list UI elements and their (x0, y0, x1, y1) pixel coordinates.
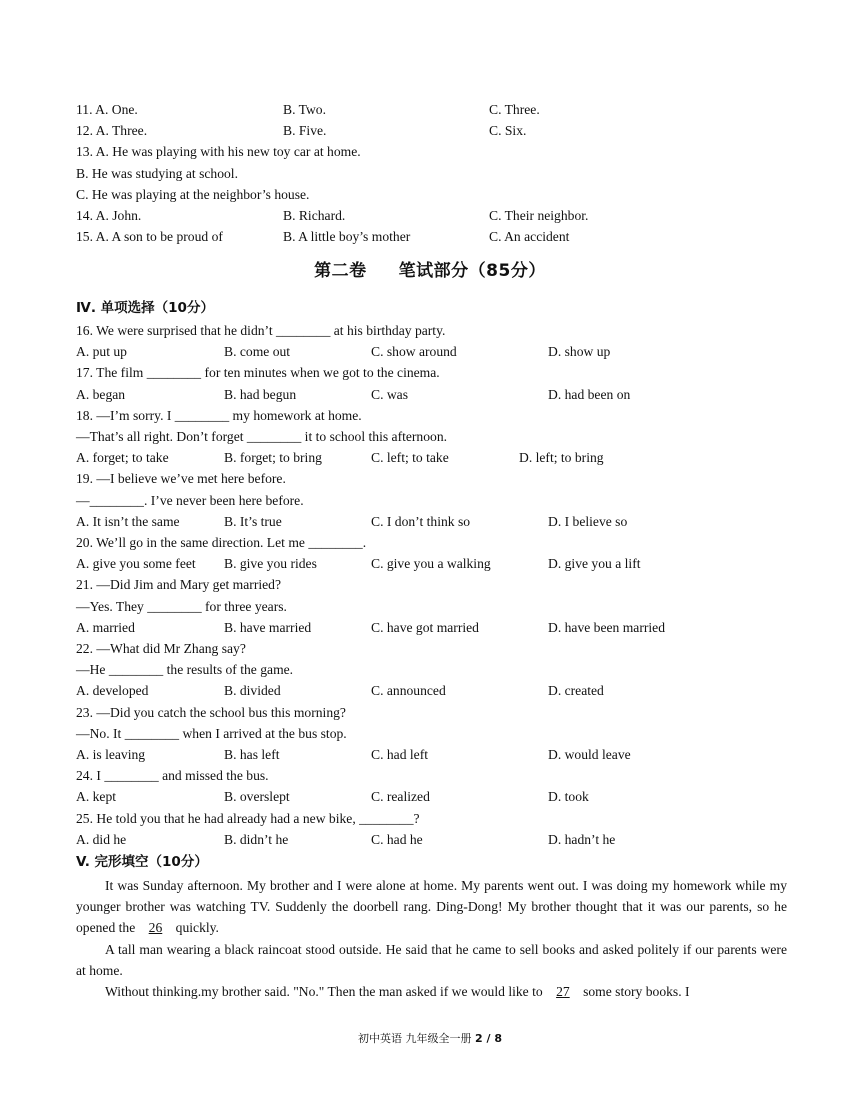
option-a: A. kept (76, 789, 117, 805)
listening-option: B. A little boy’s mother (283, 229, 411, 245)
option-b: B. divided (224, 683, 281, 699)
listening-question: 13. A. He was playing with his new toy car at home. (76, 144, 361, 160)
page-number: 2 / 8 (475, 1032, 502, 1045)
footer-text: 初中英语 九年级全一册 (358, 1032, 475, 1045)
question-stem: 25. He told you that he had already had a new bike, ________? (76, 810, 420, 826)
listening-question: 14. A. John. (76, 208, 142, 223)
listening-option: C. Six. (489, 123, 527, 139)
listening-question: 15. A. A son to be proud of (76, 229, 223, 245)
option-c: C. give you a walking (371, 556, 491, 572)
question-stem-line-2: —He ________ the results of the game. (76, 662, 294, 678)
option-a: A. give you some feet (76, 556, 196, 572)
listening-option: B. Five. (283, 123, 327, 139)
option-a: A. forget; to take (76, 450, 169, 466)
question-stem: 20. We’ll go in the same direction. Let me ________. (76, 535, 367, 550)
option-d: D. had been on (548, 386, 631, 402)
option-a: A. married (76, 619, 135, 635)
option-d: D. hadn’t he (548, 831, 616, 847)
question-stem: 24. I ________ and missed the bus. (76, 768, 269, 784)
part-title-right: 笔试部分（85分） (398, 261, 546, 281)
option-a: A. began (76, 386, 126, 402)
question-stem: 21. —Did Jim and Mary get married? (76, 577, 281, 593)
question-stem: 22. —What did Mr Zhang say? (76, 641, 246, 656)
option-a: A. put up (76, 344, 127, 360)
listening-option: B. Richard. (283, 208, 346, 223)
option-c: C. was (371, 386, 409, 402)
blank-26: 26 (148, 920, 163, 936)
option-d: D. have been married (548, 619, 666, 635)
option-a: A. developed (76, 683, 149, 699)
listening-question: B. He was studying at school. (76, 165, 238, 181)
part-title (0, 260, 860, 282)
option-c: C. had left (371, 747, 429, 762)
question-stem-line-2: —That’s all right. Don’t forget ________ it to school this afternoon. (76, 429, 448, 444)
part-title-left: 第二卷 (314, 261, 367, 281)
listening-option: C. An accident (489, 229, 570, 245)
listening-question: 11. A. One. (76, 102, 138, 117)
option-c: C. have got married (371, 619, 479, 635)
listening-option: C. Three. (489, 102, 540, 117)
passage-paragraph-2: A tall man wearing a black raincoat stood outside. He said that he came to sell books and asked politely if our parents were at home. (76, 941, 787, 978)
option-a: A. It isn’t the same (76, 513, 180, 529)
question-stem: 17. The film ________ for ten minutes when we got to the cinema. (76, 365, 440, 381)
option-c: C. had he (371, 831, 423, 847)
option-b: B. It’s true (224, 513, 282, 529)
option-d: D. I believe so (548, 513, 628, 529)
option-a: A. did he (76, 831, 127, 847)
option-d: D. created (548, 683, 604, 699)
listening-question: 12. A. Three. (76, 123, 148, 139)
section-5-heading: V. 完形填空（10分） (76, 854, 208, 870)
listening-question: C. He was playing at the neighbor’s house. (76, 186, 310, 202)
listening-option: B. Two. (283, 102, 326, 117)
option-d: D. took (548, 789, 589, 805)
option-b: B. had begun (224, 386, 297, 402)
listening-option: C. Their neighbor. (489, 208, 589, 223)
question-stem-line-2: —Yes. They ________ for three years. (76, 598, 287, 614)
page-footer (0, 1031, 860, 1047)
option-d: D. give you a lift (548, 556, 641, 572)
question-stem-line-2: —________. I’ve never been here before. (76, 492, 304, 508)
passage-paragraph-3: Without thinking.my brother said. "No." Then the man asked if we would like to 27 some story books. I (105, 984, 690, 1000)
option-a: A. is leaving (76, 747, 146, 762)
option-b: B. overslept (224, 789, 290, 805)
section-4-heading: Ⅳ. 单项选择（10分） (76, 300, 214, 316)
passage-paragraph-1: It was Sunday afternoon. My brother and I were alone at home. My parents went out. I was doing my homework while my younger brother was watching TV. Suddenly the doorbell rang. Ding-Dong! My brother thought that it was our parents, so he opened the 26 quickly. (76, 878, 787, 936)
question-stem: 16. We were surprised that he didn’t ________ at his birthday party. (76, 323, 446, 338)
option-b: B. come out (224, 344, 291, 360)
option-c: C. left; to take (371, 450, 449, 466)
option-d: D. show up (548, 344, 611, 360)
option-b: B. forget; to bring (224, 450, 322, 466)
option-d: D. would leave (548, 747, 631, 762)
option-c: C. show around (371, 344, 457, 360)
option-b: B. didn’t he (224, 831, 289, 847)
option-b: B. have married (224, 619, 312, 635)
option-b: B. give you rides (224, 556, 317, 572)
cloze-passage (76, 875, 787, 1002)
option-c: C. announced (371, 683, 446, 699)
question-stem: 19. —I believe we’ve met here before. (76, 471, 286, 487)
blank-27: 27 (556, 984, 570, 1000)
option-d: D. left; to bring (519, 450, 604, 466)
option-c: C. realized (371, 789, 430, 805)
option-b: B. has left (224, 747, 280, 762)
question-stem: 23. —Did you catch the school bus this morning? (76, 704, 346, 720)
question-stem: 18. —I’m sorry. I ________ my homework at home. (76, 407, 362, 423)
question-stem-line-2: —No. It ________ when I arrived at the bus stop. (76, 725, 347, 741)
option-c: C. I don’t think so (371, 513, 471, 529)
